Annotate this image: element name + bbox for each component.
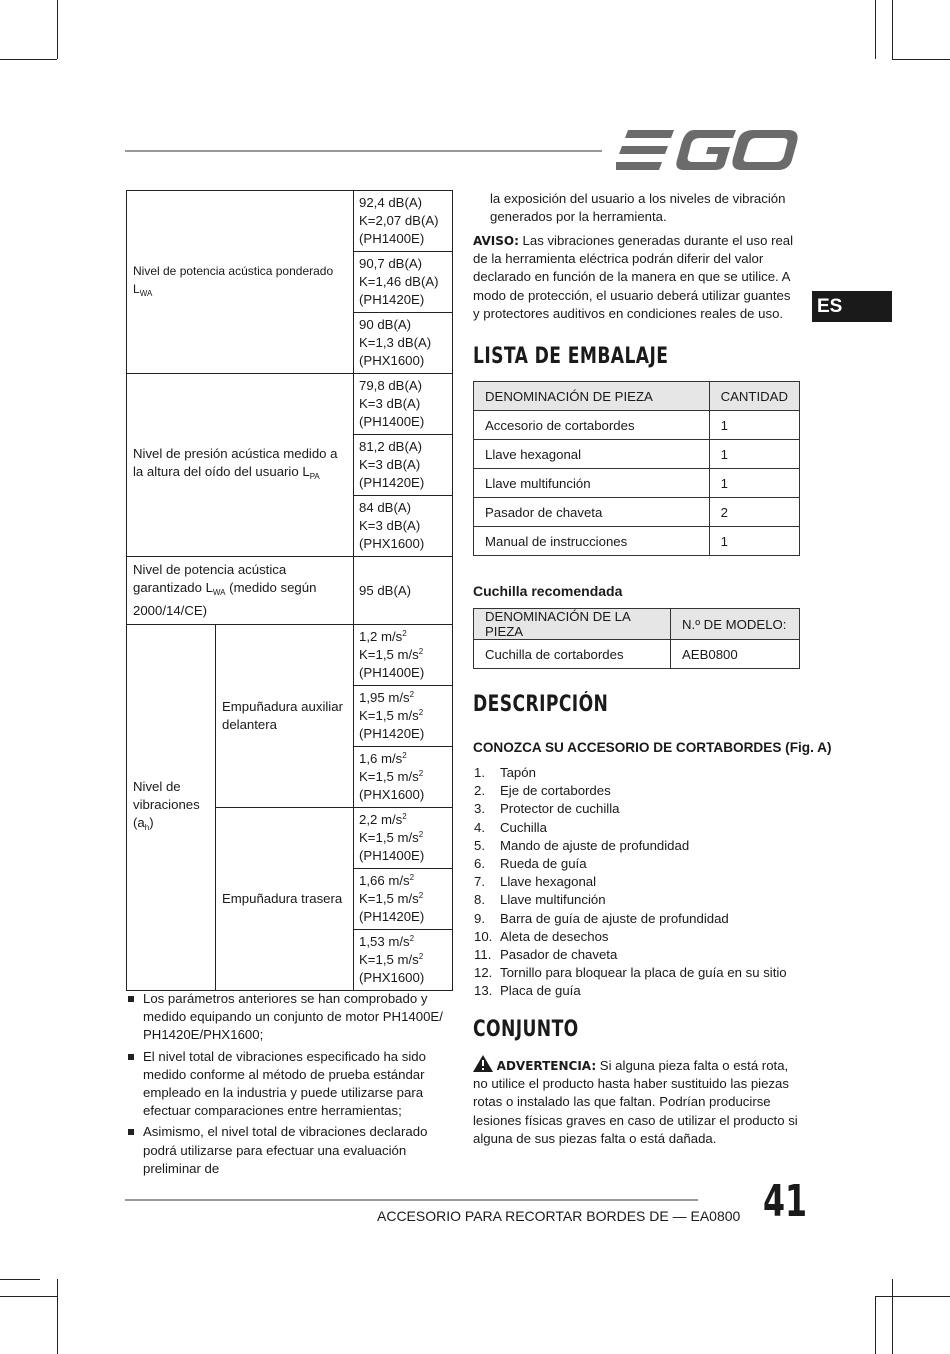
description-heading: DESCRIPCIÓN [473, 692, 609, 717]
sound-pressure-label [127, 374, 354, 557]
value: (PHX1600) [359, 787, 425, 802]
crop-mark [892, 59, 950, 60]
value: K=1,5 m/s [359, 708, 419, 723]
superscript: 2 [418, 891, 424, 900]
label-text: Nivel de presión acústica medido a la altura del oído del usuario L [133, 445, 338, 479]
value-cell [354, 252, 453, 313]
list-item [474, 782, 787, 800]
table-cell: 1 [709, 411, 799, 440]
sound-power-label [127, 191, 354, 374]
table-cell: 2 [709, 498, 799, 527]
item-number: 13. [474, 983, 493, 999]
list-item-text: Los parámetros anteriores se han comprobado y medido equipando un conjunto de motor PH1400E/ PH1420E/PHX1600; [143, 991, 443, 1043]
value: 1,6 m/s [359, 751, 403, 766]
value-cell [354, 191, 453, 252]
list-item-text: Asimismo, el nivel total de vibraciones declarado podrá utilizarse para efectuar una evaluación preliminar de [143, 1124, 428, 1176]
value: K=3 dB(A) [359, 396, 421, 411]
value: (PHX1600) [359, 970, 425, 985]
warning-icon [473, 1055, 493, 1072]
warning-label: ADVERTENCIA: [496, 1059, 597, 1073]
list-item [126, 1123, 456, 1178]
value-cell [354, 808, 453, 869]
value: K=1,5 m/s [359, 647, 419, 662]
packing-list-table [473, 381, 800, 556]
crop-mark [0, 1279, 40, 1280]
notice-label: AVISO: [473, 234, 519, 248]
table-cell: 1 [709, 527, 799, 556]
table-cell: 1 [709, 469, 799, 498]
warning-paragraph [473, 1055, 798, 1148]
recommended-blade-heading: Cuchilla recomendada [473, 583, 623, 599]
list-item [474, 891, 787, 909]
value: (PH1420E) [359, 726, 425, 741]
item-number: 7. [474, 874, 485, 890]
crop-mark [0, 1296, 57, 1297]
continued-paragraph: la exposición del usuario a los niveles de vibración generados por la herramienta. [490, 191, 786, 225]
table-row [474, 640, 800, 669]
label-text: ) [149, 815, 154, 830]
subscript: h [144, 823, 150, 832]
item-text: Placa de guía [500, 983, 581, 999]
ego-logo [616, 128, 800, 172]
table-cell: Llave multifunción [474, 469, 710, 498]
value: K=1,5 m/s [359, 952, 419, 967]
table-header: CANTIDAD [709, 382, 799, 411]
superscript: 2 [418, 830, 424, 839]
label-text: Nivel de potencia acústica garantizado L [133, 562, 287, 595]
crop-mark [875, 1296, 876, 1354]
value-cell [354, 313, 453, 374]
subscript: WA [212, 588, 226, 597]
list-item [126, 990, 456, 1045]
crop-mark [875, 1296, 950, 1297]
table-cell: Accesorio de cortabordes [474, 411, 710, 440]
bullet-icon [128, 1054, 134, 1060]
value: (PH1420E) [359, 475, 425, 490]
notice-text: Las vibraciones generadas durante el uso real de la herramienta eléctrica podrán diferir del valor declarado en función de la manera en que se utilice. A modo de protección, el usuario deberá utilizar guantes y protectores auditivos en condiciones reales de uso. [473, 233, 794, 321]
warning-text: Si alguna pieza falta o está rota, no utilice el producto hasta haber sustituido las piezas rotas o instalado las que faltan. Podrían producirse lesiones físicas graves en caso de utilizar el producto si alguna de sus piezas falta o está dañada. [473, 1058, 798, 1146]
superscript: 2 [402, 812, 407, 821]
value-cell [354, 496, 453, 557]
label-text: Nivel de potencia acústica ponderado L [133, 263, 334, 296]
item-text: Mando de ajuste de profundidad [500, 837, 690, 853]
item-text: Eje de cortabordes [500, 783, 611, 799]
vibration-label [127, 625, 216, 991]
item-number: 9. [474, 910, 485, 926]
superscript: 2 [418, 647, 424, 656]
item-text: Llave hexagonal [500, 874, 597, 890]
item-number: 1. [474, 765, 485, 780]
list-item [126, 1048, 456, 1121]
assembly-heading: CONJUNTO [473, 1017, 579, 1042]
item-number: 8. [474, 892, 485, 908]
list-item [474, 946, 787, 964]
value: K=1,5 m/s [359, 769, 419, 784]
guaranteed-power-label [127, 557, 354, 625]
table-row [474, 498, 800, 527]
item-number: 5. [474, 837, 485, 853]
notice-paragraph [473, 232, 795, 323]
value: K=1,3 dB(A) [359, 335, 432, 350]
item-number: 6. [474, 856, 485, 872]
superscript: 2 [409, 873, 415, 882]
table-row [474, 527, 800, 556]
item-text: Cuchilla [500, 819, 547, 835]
value: (PH1400E) [359, 231, 425, 246]
item-text: Aleta de desechos [500, 928, 609, 944]
superscript: 2 [418, 769, 424, 778]
language-tab: ES [812, 291, 892, 322]
value: 1,2 m/s [359, 629, 403, 644]
item-text: Protector de cuchilla [500, 801, 620, 817]
superscript: 2 [409, 690, 415, 699]
crop-mark [57, 1296, 58, 1354]
specifications-table [126, 190, 453, 991]
label-text: (medido según 2000/14/CE) [133, 580, 317, 618]
table-cell: AEB0800 [671, 640, 800, 669]
item-text: Tornillo para bloquear la placa de guía en su sitio [500, 965, 787, 981]
table-row [474, 411, 800, 440]
value-cell [354, 747, 453, 808]
item-text: Pasador de chaveta [500, 947, 618, 963]
parts-list [474, 764, 787, 1001]
superscript: 2 [402, 629, 407, 638]
item-number: 3. [474, 801, 485, 817]
list-item-text: El nivel total de vibraciones especificado ha sido medido conforme al método de prueba estándar empleado en la industria y puede utilizarse para efectuar comparaciones entre herramientas; [143, 1048, 426, 1119]
subscript: WA [139, 288, 153, 298]
value: 1,95 m/s [359, 690, 410, 705]
value-cell [354, 435, 453, 496]
value: K=3 dB(A) [359, 457, 421, 472]
value: (PH1400E) [359, 665, 425, 680]
table-header: DENOMINACIÓN DE PIEZA [474, 382, 710, 411]
superscript: 2 [409, 934, 415, 943]
superscript: 2 [418, 708, 424, 717]
table-cell: Manual de instrucciones [474, 527, 710, 556]
item-text: Llave multifunción [500, 892, 606, 908]
superscript: 2 [418, 952, 424, 961]
item-number: 11. [474, 947, 492, 963]
know-your-accessory-heading: CONOZCA SU ACCESORIO DE CORTABORDES (Fig. A) [473, 740, 832, 755]
value: 90,7 dB(A) [359, 256, 423, 271]
table-row [474, 440, 800, 469]
superscript: 2 [402, 751, 407, 760]
value: (PH1420E) [359, 292, 425, 307]
value: 92,4 dB(A) [359, 195, 423, 210]
value: (PHX1600) [359, 536, 425, 551]
front-handle-label: Empuñadura auxiliar delantera [216, 625, 354, 808]
item-text: Barra de guía de ajuste de profundidad [500, 910, 729, 926]
bullet-icon [128, 1129, 134, 1135]
value: 1,53 m/s [359, 934, 410, 949]
bullet-icon [128, 996, 134, 1002]
item-number: 4. [474, 819, 485, 835]
value: 2,2 m/s [359, 812, 403, 827]
value: (PHX1600) [359, 353, 425, 368]
value: 84 dB(A) [359, 500, 412, 515]
page-number: 41 [763, 1176, 808, 1227]
list-item [474, 928, 787, 946]
crop-mark [0, 59, 57, 60]
value: 79,8 dB(A) [359, 378, 423, 393]
list-item [474, 837, 787, 855]
value-cell [354, 686, 453, 747]
crop-mark [892, 0, 893, 59]
value: (PH1400E) [359, 414, 425, 429]
value: K=1,5 m/s [359, 891, 419, 906]
list-item [474, 855, 787, 873]
item-number: 12. [474, 965, 493, 981]
rear-handle-label: Empuñadura trasera [216, 808, 354, 991]
label-text: Nivel de vibraciones (a [133, 779, 200, 830]
list-item [474, 800, 787, 818]
item-text: Rueda de guía [500, 856, 587, 872]
crop-mark [892, 1279, 893, 1354]
value: 81,2 dB(A) [359, 439, 423, 454]
list-item [474, 982, 787, 1000]
list-item [474, 964, 787, 982]
crop-mark [875, 0, 876, 59]
item-text: Tapón [500, 765, 536, 780]
subscript: PA [309, 471, 320, 481]
crop-mark [57, 1279, 58, 1296]
value: K=2,07 dB(A) [359, 213, 439, 228]
value-cell [354, 869, 453, 930]
header-rule [125, 150, 602, 152]
list-item [474, 764, 787, 782]
table-cell: Pasador de chaveta [474, 498, 710, 527]
value-cell: 95 dB(A) [354, 557, 453, 625]
table-header: N.º DE MODELO: [671, 609, 800, 640]
value-cell [354, 930, 453, 991]
crop-mark [57, 0, 58, 59]
value: (PH1400E) [359, 848, 425, 863]
notes-list [126, 990, 456, 1181]
table-cell: Llave hexagonal [474, 440, 710, 469]
value: 1,66 m/s [359, 873, 410, 888]
value-cell [354, 374, 453, 435]
footer-rule [125, 1199, 698, 1201]
table-cell: 1 [709, 440, 799, 469]
list-item [474, 819, 787, 837]
value: K=1,46 dB(A) [359, 274, 439, 289]
value: K=3 dB(A) [359, 518, 421, 533]
footer-title: ACCESORIO PARA RECORTAR BORDES DE — EA0800 [377, 1208, 741, 1224]
recommended-blade-table [473, 608, 800, 669]
item-number: 2. [474, 783, 485, 799]
table-header: DENOMINACIÓN DE LA PIEZA [474, 609, 671, 640]
value: 90 dB(A) [359, 317, 412, 332]
item-number: 10. [474, 928, 493, 944]
table-row [474, 469, 800, 498]
list-item [474, 873, 787, 891]
list-item [474, 910, 787, 928]
table-cell: Cuchilla de cortabordes [474, 640, 671, 669]
value-cell [354, 625, 453, 686]
packing-list-heading: LISTA DE EMBALAJE [473, 344, 669, 369]
value: (PH1420E) [359, 909, 425, 924]
value: K=1,5 m/s [359, 830, 419, 845]
